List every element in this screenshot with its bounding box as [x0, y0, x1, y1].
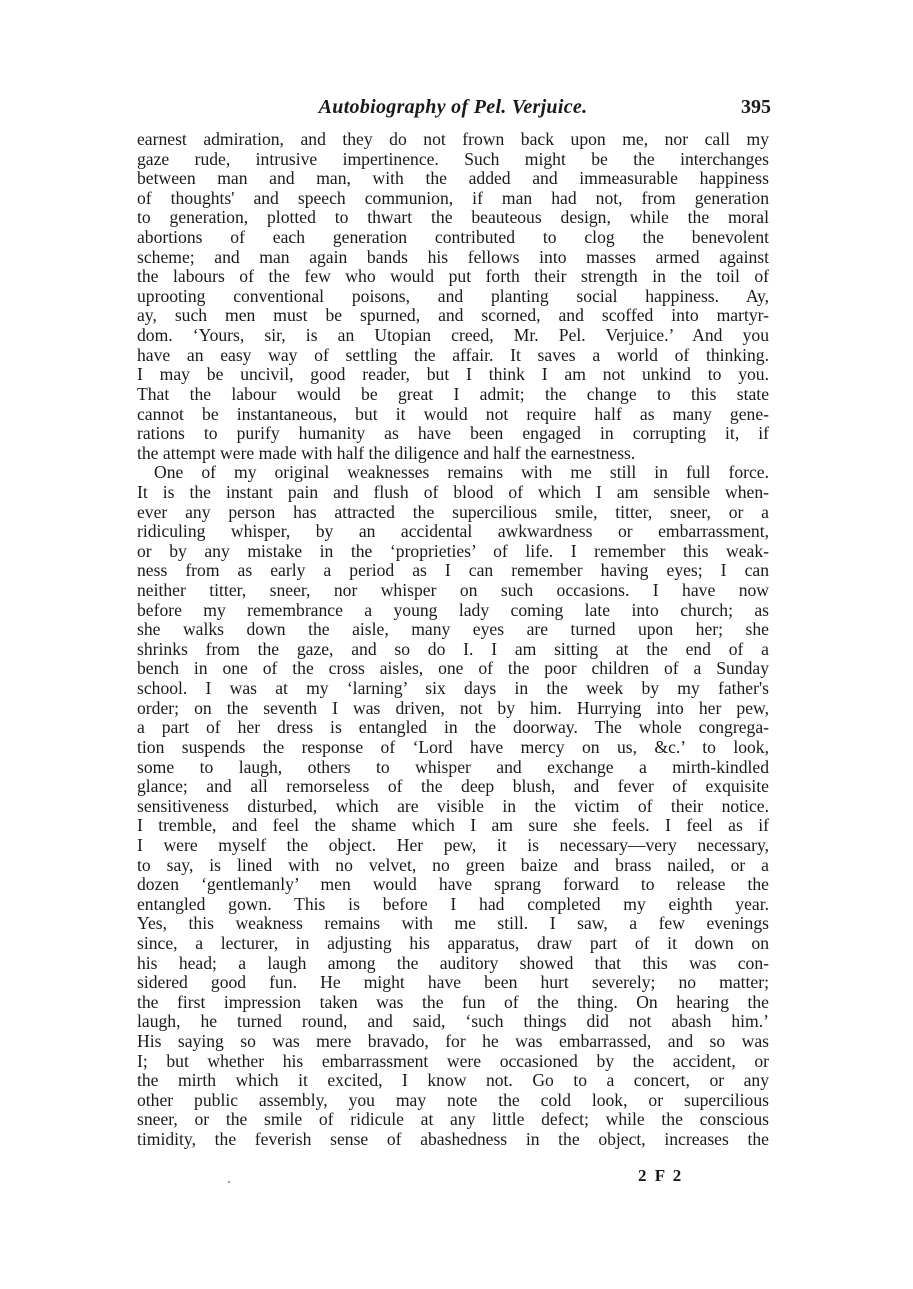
text-line: That the labour would be great I admit; the change to this state — [137, 383, 769, 404]
text-line: she walks down the aisle, many eyes are turned upon her; she — [137, 619, 769, 640]
book-page — [137, 96, 769, 1150]
text-line: abortions of each generation contributed to clog the benevolent — [137, 227, 769, 248]
text-line: laugh, he turned round, and said, ‘such things did not abash him.’ — [137, 1011, 769, 1032]
text-line: ness from as early a period as I can remember having eyes; I can — [137, 560, 769, 581]
text-line: a part of her dress is entangled in the doorway. The whole congrega- — [137, 717, 769, 738]
text-line: the first impression taken was the fun of the thing. On hearing the — [137, 991, 769, 1012]
text-line: Yes, this weakness remains with me still. I saw, a few evenings — [137, 913, 769, 934]
text-line: ay, such men must be spurned, and scorned, and scoffed into martyr- — [137, 305, 769, 326]
text-line: order; on the seventh I was driven, not by him. Hurrying into her pew, — [137, 697, 769, 718]
text-line: have an easy way of settling the affair. It saves a world of thinking. — [137, 344, 769, 365]
body-text — [137, 130, 769, 1150]
page-number: 395 — [741, 96, 771, 118]
text-line: to say, is lined with no velvet, no green baize and brass nailed, or a — [137, 854, 769, 875]
text-line: some to laugh, others to whisper and exchange a mirth-kindled — [137, 756, 769, 777]
text-line: to generation, plotted to thwart the beauteous design, while the moral — [137, 207, 769, 228]
print-speck — [228, 1181, 230, 1183]
text-line: or by any mistake in the ‘proprieties’ of life. I remember this weak- — [137, 540, 769, 561]
text-line: other public assembly, you may note the cold look, or supercilious — [137, 1089, 769, 1110]
text-line: dom. ‘Yours, sir, is an Utopian creed, Mr. Pel. Verjuice.’ And you — [137, 325, 769, 346]
text-line: rations to purify humanity as have been engaged in corrupting it, if — [137, 423, 769, 444]
text-line: the mirth which it excited, I know not. Go to a concert, or any — [137, 1070, 769, 1091]
text-line: I tremble, and feel the shame which I am sure she feels. I feel as if — [137, 815, 769, 836]
text-line: It is the instant pain and flush of blood of which I am sensible when- — [137, 481, 769, 502]
text-line: glance; and all remorseless of the deep blush, and fever of exquisite — [137, 776, 769, 797]
text-line: ridiculing whisper, by an accidental awkwardness or embarrassment, — [137, 521, 769, 542]
text-line: One of my original weaknesses remains with me still in full force. — [154, 462, 769, 483]
text-line: since, a lecturer, in adjusting his apparatus, draw part of it down on — [137, 932, 769, 953]
text-line: I; but whether his embarrassment were occasioned by the accident, or — [137, 1050, 769, 1071]
text-line: tion suspends the response of ‘Lord have mercy on us, &c.’ to look, — [137, 736, 769, 757]
running-head — [137, 96, 769, 130]
text-line: cannot be instantaneous, but it would not require half as many gene- — [137, 403, 769, 424]
text-line: uprooting conventional poisons, and planting social happiness. Ay, — [137, 285, 769, 306]
text-line: neither titter, sneer, nor whisper on such occasions. I have now — [137, 580, 769, 601]
text-line: before my remembrance a young lady coming late into church; as — [137, 599, 769, 620]
text-line: the labours of the few who would put forth their strength in the toil of — [137, 266, 769, 287]
signature-mark: 2 F 2 — [638, 1166, 684, 1185]
text-line: I were myself the object. Her pew, it is necessary—very necessary, — [137, 834, 769, 855]
text-line: of thoughts' and speech communion, if man had not, from generation — [137, 187, 769, 208]
text-line: the attempt were made with half the diligence and half the earnestness. — [137, 442, 636, 463]
text-line: entangled gown. This is before I had completed my eighth year. — [137, 893, 769, 914]
text-line: bench in one of the cross aisles, one of the poor children of a Sunday — [137, 658, 769, 679]
text-line: school. I was at my ‘larning’ six days in the week by my father's — [137, 678, 769, 699]
text-line: sensitiveness disturbed, which are visible in the victim of their notice. — [137, 795, 769, 816]
text-line: I may be uncivil, good reader, but I think I am not unkind to you. — [137, 364, 769, 385]
text-line: ever any person has attracted the supercilious smile, titter, sneer, or a — [137, 501, 769, 522]
running-title: Autobiography of Pel. Verjuice. — [318, 96, 588, 118]
text-line: earnest admiration, and they do not frown back upon me, nor call my — [137, 129, 769, 149]
text-line: His saying so was mere bravado, for he was embarrassed, and so was — [137, 1031, 769, 1052]
text-line: sneer, or the smile of ridicule at any little defect; while the conscious — [137, 1109, 769, 1130]
text-line: dozen ‘gentlemanly’ men would have sprang forward to release the — [137, 874, 769, 895]
text-line: gaze rude, intrusive impertinence. Such might be the interchanges — [137, 148, 769, 169]
text-line: his head; a laugh among the auditory showed that this was con- — [137, 952, 769, 973]
text-line: scheme; and man again bands his fellows into masses armed against — [137, 246, 769, 267]
text-line: timidity, the feverish sense of abashedness in the object, increases the — [137, 1129, 769, 1150]
text-line: sidered good fun. He might have been hurt severely; no matter; — [137, 972, 769, 993]
text-line: between man and man, with the added and immeasurable happiness — [137, 168, 769, 189]
text-line: shrinks from the gaze, and so do I. I am sitting at the end of a — [137, 638, 769, 659]
